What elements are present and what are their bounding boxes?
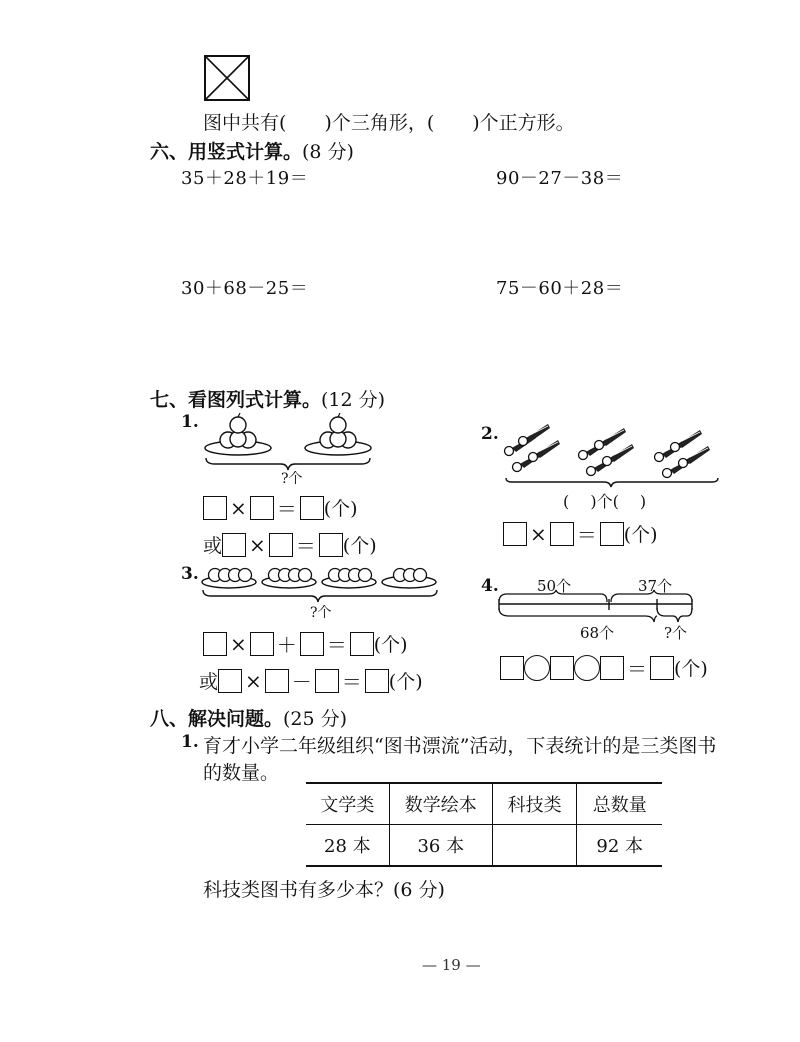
answer-box[interactable] [300, 632, 324, 656]
answer-box[interactable] [365, 669, 389, 693]
unit-label: (个) [388, 671, 423, 693]
problem2-equation: × ＝ (个) [503, 519, 658, 548]
apple-plate-icon [205, 413, 271, 455]
q1-line2: 的数量。 [203, 762, 280, 784]
answer-box[interactable] [503, 522, 527, 546]
section8-heading [150, 704, 347, 731]
problem1-alt-equation: 或 × ＝ (个) [203, 532, 377, 558]
calc-problem-3: 30＋68－25＝ [181, 278, 309, 299]
alt-label: 或 [203, 535, 223, 557]
answer-box[interactable] [218, 669, 242, 693]
answer-box[interactable] [350, 632, 374, 656]
problem3-alt-equation: 或 × － ＝ (个) [199, 668, 423, 694]
calc-problem-4: 75－60＋28＝ [496, 278, 624, 299]
calc-problem-1: 35＋28＋19＝ [181, 168, 309, 189]
problem1-equation: × ＝ (个) [203, 493, 358, 522]
answer-box[interactable] [250, 632, 274, 656]
problem1-number: 1. [181, 412, 199, 432]
q1-number: 1. [181, 732, 199, 752]
problem3-equation: × ＋ ＝ (个) [203, 629, 408, 658]
section8-title: 八、解决问题。 [150, 708, 284, 730]
answer-box[interactable] [203, 632, 227, 656]
unit-label: (个) [342, 535, 377, 557]
shuttlecock-group-icon [655, 430, 711, 478]
operator-circle[interactable] [574, 655, 600, 681]
table-cell: 36 本 [389, 825, 492, 867]
square-diagonals-figure [204, 55, 250, 101]
problem4-equation: ＝ (个) [500, 653, 708, 682]
q1-question: 科技类图书有多少本？(6 分) [203, 879, 445, 901]
answer-box[interactable] [319, 533, 343, 557]
table-cell: 28 本 [306, 825, 389, 867]
unit-label: (个) [623, 524, 658, 546]
table-header-cell: 文学类 [306, 783, 389, 825]
problem4-number: 4. [481, 576, 499, 596]
answer-box[interactable] [265, 669, 289, 693]
problem2-brace-label: ( )个( ) [563, 492, 647, 511]
section7-heading [150, 385, 385, 412]
table-cell: 92 本 [577, 825, 662, 867]
answer-box[interactable] [550, 522, 574, 546]
answer-box[interactable] [222, 533, 246, 557]
book-stats-table [306, 782, 662, 867]
problem3-brace-label: ?个 [310, 605, 332, 621]
unit-label: (个) [323, 498, 358, 520]
answer-box[interactable] [269, 533, 293, 557]
unit-label: (个) [674, 658, 708, 680]
answer-box[interactable] [600, 522, 624, 546]
alt-label: 或 [199, 671, 219, 693]
apple-plates-illustration [203, 410, 373, 470]
section7-points: (12 分) [321, 389, 386, 411]
segment-label-37: 37个 [638, 577, 673, 595]
table-header-cell: 数学绘本 [389, 783, 492, 825]
segment-label-68: 68个 [580, 624, 615, 642]
table-header-cell: 总数量 [577, 783, 662, 825]
answer-box[interactable] [203, 496, 227, 520]
problem3-number: 3. [181, 564, 199, 584]
problem2-number: 2. [481, 424, 499, 444]
apple-plate-icon [305, 413, 371, 455]
segment-diagram [497, 590, 697, 626]
shuttlecock-group-icon [579, 428, 635, 476]
answer-box[interactable] [250, 496, 274, 520]
table-header-cell: 科技类 [492, 783, 577, 825]
shuttlecock-illustration [500, 420, 725, 490]
section6-title: 六、用竖式计算。 [150, 141, 303, 163]
apple-plate-icon [202, 569, 256, 589]
apple-plate-icon [262, 569, 316, 589]
section8-points: (25 分) [283, 708, 348, 730]
table-header-row [306, 783, 662, 825]
segment-label-50: 50个 [537, 577, 572, 595]
answer-box[interactable] [650, 656, 674, 680]
section6-heading [150, 137, 354, 164]
problem1-brace-label: ?个 [281, 471, 303, 487]
table-cell-blank[interactable] [492, 825, 577, 867]
answer-box[interactable] [500, 656, 524, 680]
operator-circle[interactable] [524, 655, 550, 681]
apple-plate-icon [382, 569, 436, 589]
answer-box[interactable] [315, 669, 339, 693]
answer-box[interactable] [550, 656, 574, 680]
page-number: — 19 — [422, 956, 481, 974]
segment-label-unknown: ?个 [664, 624, 688, 642]
section6-points: (8 分) [302, 141, 354, 163]
apple-plate-icon [322, 569, 376, 589]
section7-title: 七、看图列式计算。 [150, 389, 322, 411]
triangle-square-question: 图中共有( )个三角形，( )个正方形。 [203, 112, 575, 134]
shuttlecock-group-icon [505, 424, 561, 472]
q1-line1: 育才小学二年级组织“图书漂流”活动，下表统计的是三类图书 [203, 735, 717, 757]
table-row [306, 825, 662, 867]
unit-label: (个) [373, 634, 408, 656]
answer-box[interactable] [600, 656, 624, 680]
answer-box[interactable] [300, 496, 324, 520]
calc-problem-2: 90－27－38＝ [496, 168, 624, 189]
